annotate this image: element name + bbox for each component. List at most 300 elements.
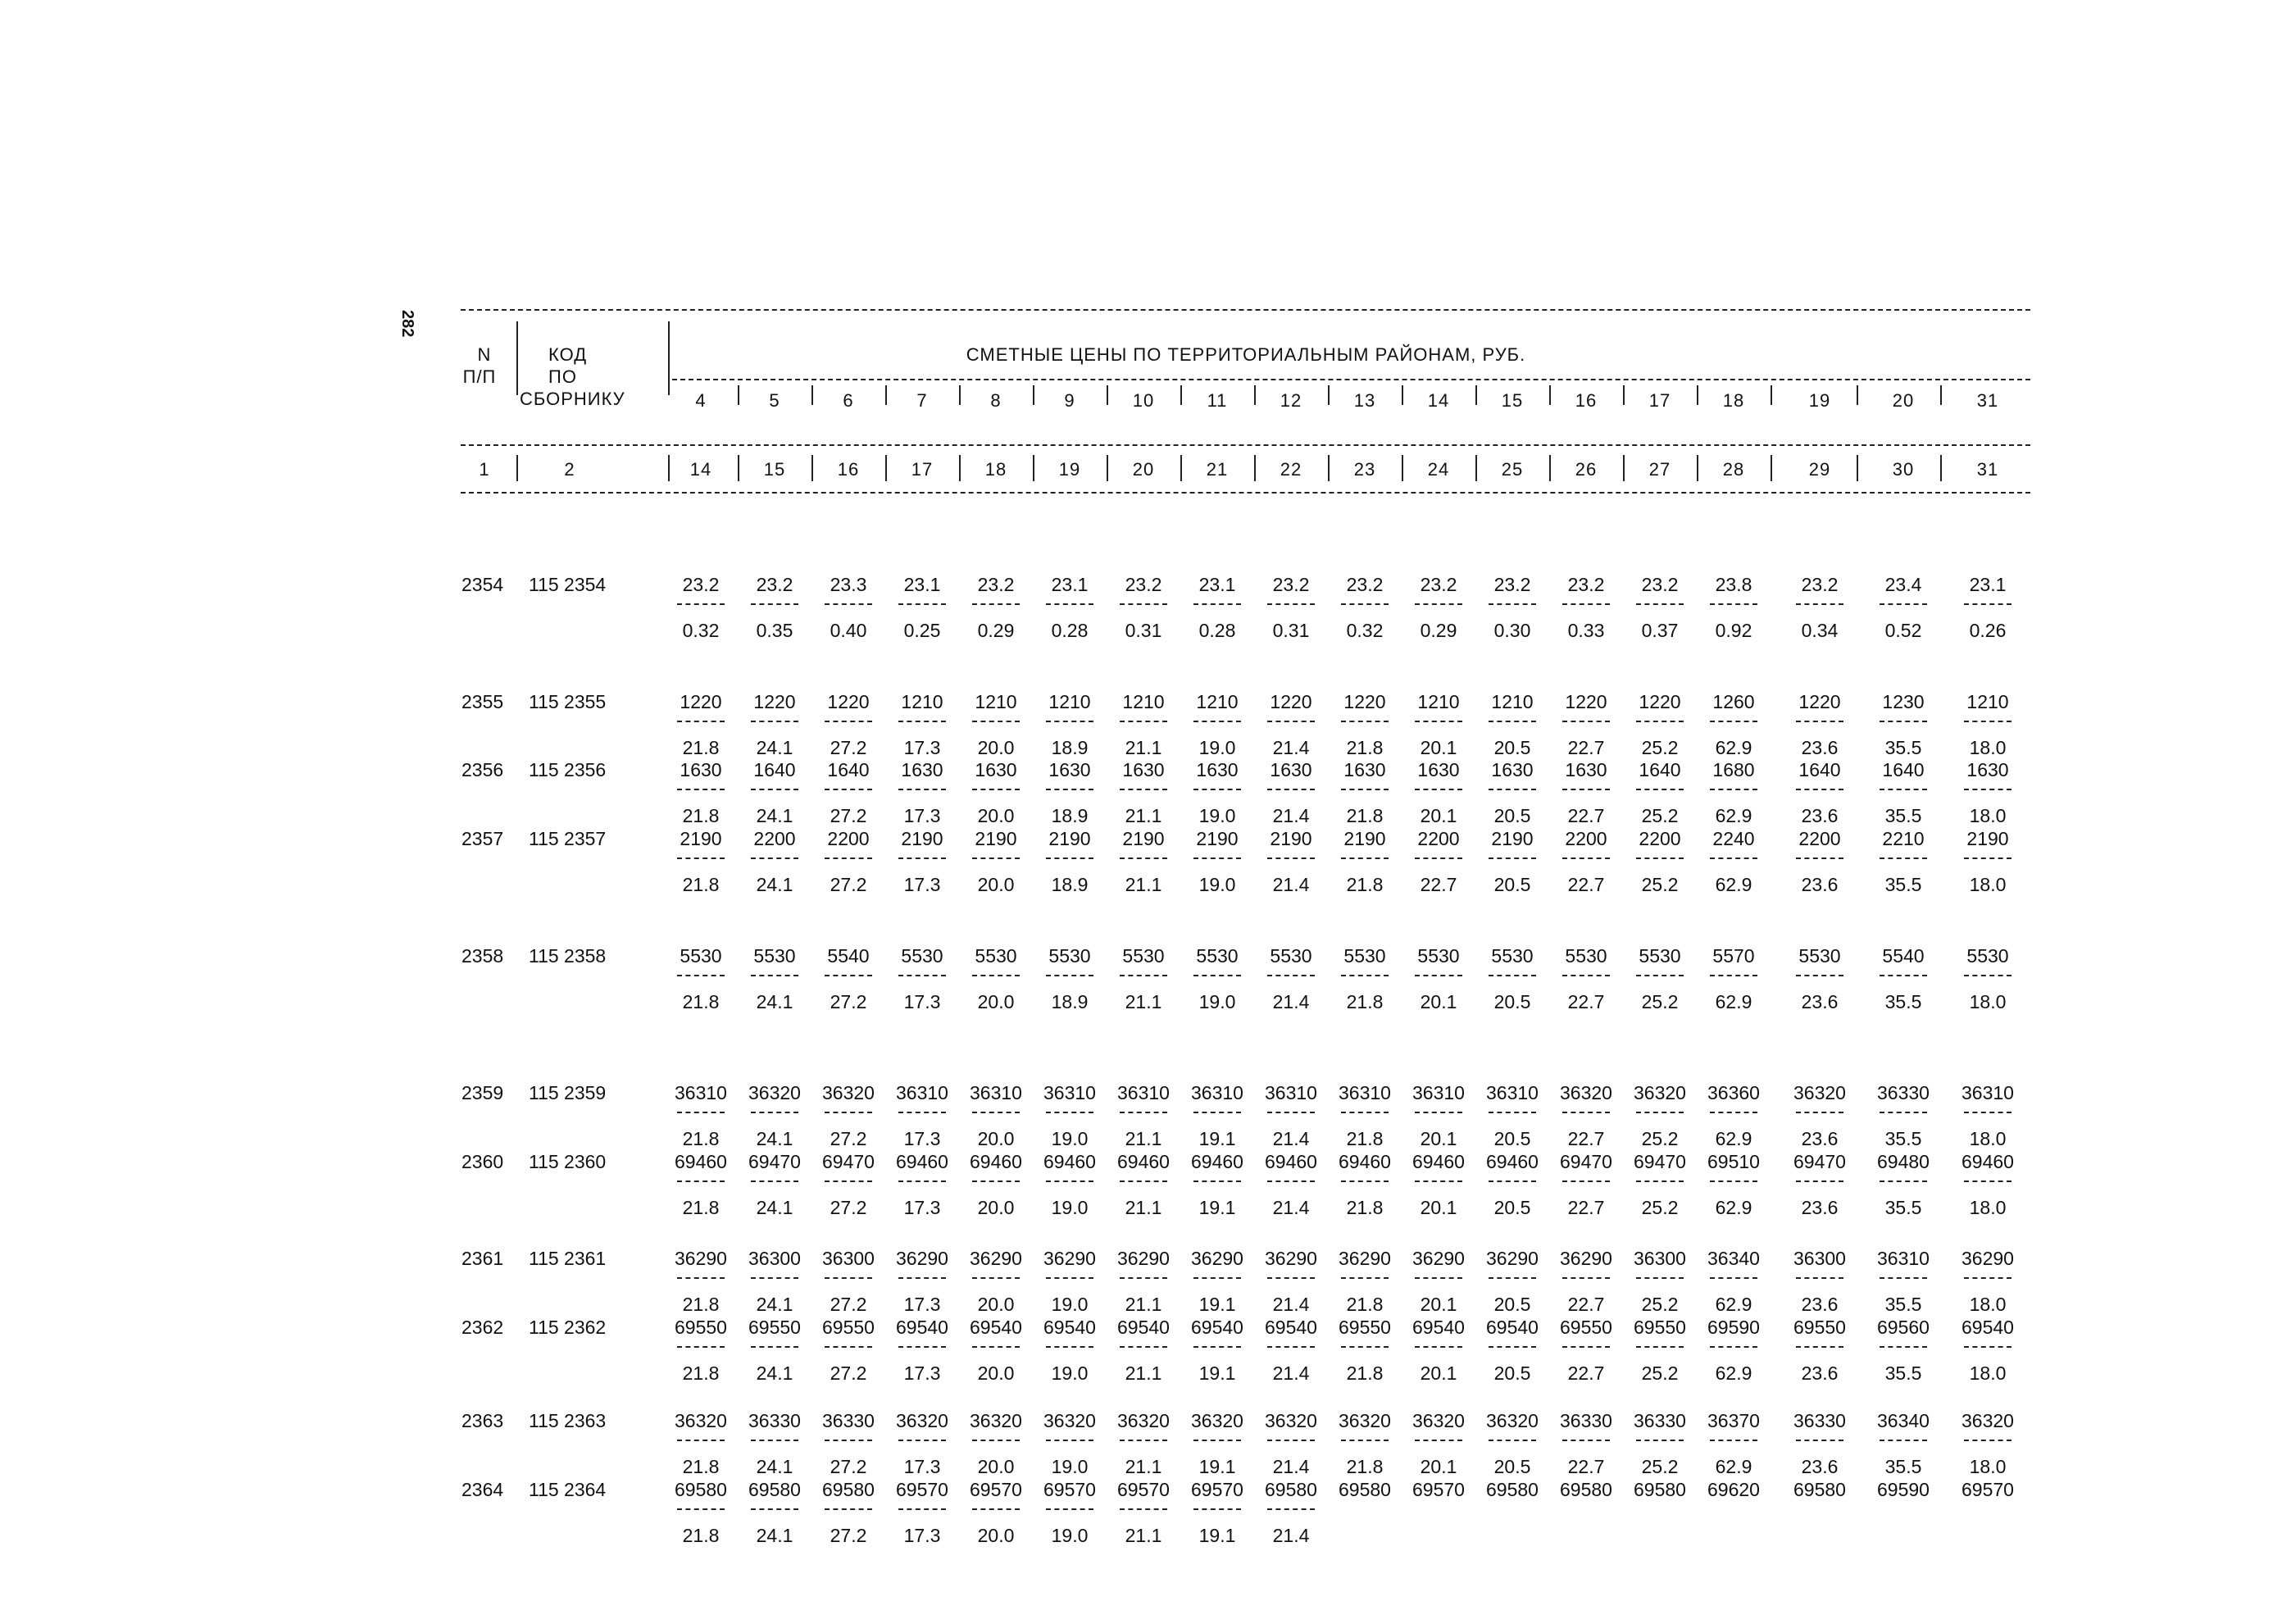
- fraction-bar: [1415, 721, 1462, 722]
- fraction-bar: [1120, 857, 1167, 859]
- sub-value: 17.3: [903, 1456, 941, 1477]
- price-value: 36300: [1793, 1248, 1846, 1269]
- price-value: 1220: [753, 691, 796, 712]
- price-value: 1220: [1639, 691, 1681, 712]
- price-value: 36320: [675, 1410, 727, 1431]
- price-value: 2190: [1196, 828, 1239, 849]
- sub-value: 23.6: [1801, 737, 1839, 758]
- price-value: 69460: [896, 1151, 948, 1172]
- price-value: 69580: [748, 1479, 801, 1500]
- column-divider: [959, 455, 961, 481]
- sub-value: 24.1: [756, 991, 793, 1012]
- fraction-bar: [898, 1440, 946, 1441]
- fraction-bar: [751, 1277, 798, 1279]
- sub-value: 0.29: [1420, 620, 1457, 641]
- price-value: 2190: [975, 828, 1017, 849]
- column-divider: [1623, 385, 1625, 405]
- sub-value: 19.1: [1198, 1362, 1236, 1384]
- fraction-bar: [1193, 1508, 1241, 1510]
- price-value: 2200: [1798, 828, 1841, 849]
- price-value: 1630: [1966, 759, 2009, 780]
- sub-value: 23.6: [1801, 991, 1839, 1012]
- fraction-bar: [1710, 857, 1757, 859]
- fraction-bar: [1880, 721, 1927, 722]
- sub-value: 22.7: [1567, 805, 1605, 826]
- sub-value: 17.3: [903, 805, 941, 826]
- sub-value: 21.8: [682, 1525, 720, 1546]
- fraction-bar: [1880, 1180, 1927, 1182]
- row-number: 2362: [461, 1317, 504, 1338]
- fraction-bar: [1489, 1112, 1536, 1113]
- price-value: 36320: [1560, 1082, 1612, 1103]
- sub-value: 25.2: [1641, 1456, 1679, 1477]
- fraction-bar: [1710, 1112, 1757, 1113]
- column-divider: [1107, 455, 1108, 481]
- sub-value: 17.3: [903, 1197, 941, 1218]
- fraction-bar: [825, 857, 872, 859]
- fraction-bar: [1796, 1277, 1843, 1279]
- price-value: 69550: [748, 1317, 801, 1338]
- sub-value: 20.5: [1493, 1362, 1531, 1384]
- price-value: 69540: [970, 1317, 1022, 1338]
- sub-value: 18.9: [1051, 874, 1089, 895]
- column-divider: [1940, 385, 1942, 405]
- fraction-bar: [1562, 1277, 1610, 1279]
- fraction-bar: [1120, 1440, 1167, 1441]
- fraction-bar: [972, 1508, 1020, 1510]
- fraction-bar: [972, 1277, 1020, 1279]
- price-value: 23.2: [1567, 574, 1605, 595]
- price-value: 1210: [1417, 691, 1460, 712]
- fraction-bar: [1341, 1277, 1389, 1279]
- sub-value: 35.5: [1884, 1128, 1922, 1149]
- fraction-bar: [1415, 789, 1462, 790]
- fraction-bar: [1636, 1180, 1684, 1182]
- fraction-bar: [1120, 1508, 1167, 1510]
- sub-value: 35.5: [1884, 874, 1922, 895]
- price-value: 1210: [901, 691, 943, 712]
- sub-value: 20.5: [1493, 737, 1531, 758]
- sub-value: 0.32: [682, 620, 720, 641]
- price-value: 5530: [1122, 945, 1165, 967]
- row-code: 115 2363: [529, 1410, 607, 1431]
- row-number: 2360: [461, 1151, 504, 1172]
- sub-value: 17.3: [903, 1525, 941, 1546]
- row-code: 115 2354: [529, 574, 607, 595]
- fraction-bar: [1193, 857, 1241, 859]
- code-label-2: ПО: [548, 366, 577, 387]
- price-value: 36310: [970, 1082, 1022, 1103]
- fraction-bar: [1046, 857, 1093, 859]
- sub-value: 62.9: [1715, 991, 1752, 1012]
- column-divider: [1402, 455, 1403, 481]
- fraction-bar: [1880, 603, 1927, 605]
- fraction-bar: [898, 1508, 946, 1510]
- sub-value: 17.3: [903, 737, 941, 758]
- fraction-bar: [1636, 603, 1684, 605]
- fraction-bar: [1562, 857, 1610, 859]
- sub-value: 20.5: [1493, 874, 1531, 895]
- row-code: 115 2361: [529, 1248, 607, 1269]
- sub-value: 25.2: [1641, 1294, 1679, 1315]
- price-value: 1630: [1196, 759, 1239, 780]
- sub-value: 21.1: [1125, 1197, 1162, 1218]
- price-value: 2190: [1270, 828, 1312, 849]
- price-value: 69580: [1486, 1479, 1539, 1500]
- fraction-bar: [1562, 603, 1610, 605]
- district-header: 18: [1722, 390, 1745, 411]
- price-value: 36310: [1877, 1248, 1930, 1269]
- fraction-bar: [1046, 1112, 1093, 1113]
- fraction-bar: [1489, 603, 1536, 605]
- fraction-bar: [1964, 789, 2012, 790]
- price-value: 69550: [1793, 1317, 1846, 1338]
- sub-value: 20.1: [1420, 1362, 1457, 1384]
- price-value: 36320: [1043, 1410, 1096, 1431]
- sub-value: 20.1: [1420, 1456, 1457, 1477]
- fraction-bar: [1193, 721, 1241, 722]
- sub-value: 62.9: [1715, 1197, 1752, 1218]
- price-value: 36330: [1877, 1082, 1930, 1103]
- fraction-bar: [1120, 789, 1167, 790]
- row-number: 2364: [461, 1479, 504, 1500]
- price-value: 2190: [680, 828, 722, 849]
- fraction-bar: [751, 1180, 798, 1182]
- sub-value: 21.8: [682, 1294, 720, 1315]
- column-number: 16: [837, 459, 860, 480]
- sub-value: 35.5: [1884, 805, 1922, 826]
- fraction-bar: [1267, 1508, 1315, 1510]
- row-code: 115 2357: [529, 828, 607, 849]
- sub-value: 18.0: [1969, 737, 2007, 758]
- price-value: 69460: [1117, 1151, 1170, 1172]
- fraction-bar: [1415, 1180, 1462, 1182]
- sub-value: 25.2: [1641, 1362, 1679, 1384]
- fraction-bar: [1267, 603, 1315, 605]
- sub-value: 21.8: [1346, 1456, 1384, 1477]
- price-value: 5530: [680, 945, 722, 967]
- column-number: 30: [1892, 459, 1915, 480]
- column-divider: [1475, 385, 1477, 405]
- sub-value: 0.34: [1801, 620, 1839, 641]
- fraction-bar: [1796, 1180, 1843, 1182]
- price-value: 69560: [1877, 1317, 1930, 1338]
- fraction-bar: [1880, 789, 1927, 790]
- price-value: 36290: [896, 1248, 948, 1269]
- fraction-bar: [751, 975, 798, 976]
- sub-value: 18.0: [1969, 1128, 2007, 1149]
- price-value: 69480: [1877, 1151, 1930, 1172]
- fraction-bar: [1046, 1440, 1093, 1441]
- column-divider: [1549, 385, 1551, 405]
- fraction-bar: [1489, 857, 1536, 859]
- price-value: 36310: [1486, 1082, 1539, 1103]
- fraction-bar: [1796, 975, 1843, 976]
- sub-value: 18.0: [1969, 1456, 2007, 1477]
- fraction-bar: [1489, 789, 1536, 790]
- price-value: 1640: [827, 759, 870, 780]
- row-code: 115 2356: [529, 759, 607, 780]
- fraction-bar: [1796, 857, 1843, 859]
- fraction-bar: [1415, 603, 1462, 605]
- sub-value: 21.4: [1272, 1128, 1310, 1149]
- fraction-bar: [1415, 1112, 1462, 1113]
- price-value: 69550: [1634, 1317, 1686, 1338]
- fraction-bar: [751, 1112, 798, 1113]
- fraction-bar: [1562, 721, 1610, 722]
- fraction-bar: [1880, 1277, 1927, 1279]
- fraction-bar: [1415, 857, 1462, 859]
- sub-value: 17.3: [903, 991, 941, 1012]
- fraction-bar: [1267, 975, 1315, 976]
- price-value: 2210: [1882, 828, 1925, 849]
- fraction-bar: [1489, 975, 1536, 976]
- column-divider: [1254, 455, 1256, 481]
- fraction-bar: [1046, 1180, 1093, 1182]
- column-number: 27: [1648, 459, 1671, 480]
- fraction-bar: [1193, 1440, 1241, 1441]
- price-value: 36290: [1560, 1248, 1612, 1269]
- price-value: 1210: [1966, 691, 2009, 712]
- price-value: 36330: [822, 1410, 875, 1431]
- column-divider: [1857, 385, 1858, 405]
- price-value: 36320: [1634, 1082, 1686, 1103]
- fraction-bar: [1636, 721, 1684, 722]
- fraction-bar: [677, 975, 725, 976]
- fraction-bar: [677, 1508, 725, 1510]
- price-value: 23.2: [1272, 574, 1310, 595]
- fraction-bar: [825, 1277, 872, 1279]
- sub-value: 0.92: [1715, 620, 1752, 641]
- fraction-bar: [1341, 1346, 1389, 1348]
- sub-value: 0.32: [1346, 620, 1384, 641]
- sub-value: 21.8: [1346, 805, 1384, 826]
- sub-value: 19.0: [1051, 1525, 1089, 1546]
- sub-value: 21.1: [1125, 1362, 1162, 1384]
- district-header: 20: [1892, 390, 1915, 411]
- price-value: 69580: [675, 1479, 727, 1500]
- sub-value: 24.1: [756, 874, 793, 895]
- price-value: 69570: [1412, 1479, 1465, 1500]
- fraction-bar: [825, 1346, 872, 1348]
- price-value: 69580: [1339, 1479, 1391, 1500]
- fraction-bar: [825, 1180, 872, 1182]
- fraction-bar: [1636, 857, 1684, 859]
- price-value: 2190: [1966, 828, 2009, 849]
- price-value: 2200: [1639, 828, 1681, 849]
- fraction-bar: [677, 1180, 725, 1182]
- price-value: 36360: [1707, 1082, 1760, 1103]
- fraction-bar: [972, 721, 1020, 722]
- sub-value: 27.2: [830, 1525, 867, 1546]
- fraction-bar: [972, 857, 1020, 859]
- price-value: 36290: [1117, 1248, 1170, 1269]
- fraction-bar: [1880, 857, 1927, 859]
- price-value: 5530: [1798, 945, 1841, 967]
- column-divider: [1180, 385, 1182, 405]
- fraction-bar: [751, 603, 798, 605]
- price-value: 69590: [1877, 1479, 1930, 1500]
- fraction-bar: [1267, 721, 1315, 722]
- sub-value: 35.5: [1884, 737, 1922, 758]
- price-value: 1210: [1491, 691, 1534, 712]
- price-value: 69570: [1117, 1479, 1170, 1500]
- column-divider: [1254, 385, 1256, 405]
- sub-value: 21.8: [682, 874, 720, 895]
- fraction-bar: [972, 1112, 1020, 1113]
- sub-value: 21.4: [1272, 1294, 1310, 1315]
- sub-value: 24.1: [756, 1362, 793, 1384]
- column-divider: [885, 385, 887, 405]
- fraction-bar: [1710, 1277, 1757, 1279]
- sub-value: 62.9: [1715, 1362, 1752, 1384]
- row-code: 115 2360: [529, 1151, 607, 1172]
- header-divider: [516, 321, 518, 395]
- sub-value: 20.0: [977, 1197, 1015, 1218]
- fraction-bar: [1880, 1112, 1927, 1113]
- sub-value: 20.0: [977, 737, 1015, 758]
- sub-value: 23.6: [1801, 1294, 1839, 1315]
- sub-value: 21.4: [1272, 874, 1310, 895]
- price-value: 69460: [1412, 1151, 1465, 1172]
- fraction-bar: [1880, 1346, 1927, 1348]
- sub-value: 20.5: [1493, 1294, 1531, 1315]
- price-value: 1630: [1122, 759, 1165, 780]
- price-value: 36290: [675, 1248, 727, 1269]
- price-value: 5530: [1565, 945, 1607, 967]
- sub-value: 20.5: [1493, 1197, 1531, 1218]
- sub-value: 20.5: [1493, 805, 1531, 826]
- sub-value: 35.5: [1884, 1362, 1922, 1384]
- fraction-bar: [1415, 1440, 1462, 1441]
- column-number: 22: [1280, 459, 1302, 480]
- fraction-bar: [1267, 857, 1315, 859]
- fraction-bar: [898, 1277, 946, 1279]
- price-value: 69550: [822, 1317, 875, 1338]
- fraction-bar: [1636, 1440, 1684, 1441]
- fraction-bar: [1341, 1112, 1389, 1113]
- column-number: 14: [689, 459, 712, 480]
- column-divider: [1549, 455, 1551, 481]
- price-value: 1640: [1798, 759, 1841, 780]
- sub-value: 21.1: [1125, 1128, 1162, 1149]
- sub-value: 20.0: [977, 1362, 1015, 1384]
- price-value: 69580: [822, 1479, 875, 1500]
- price-value: 23.2: [1346, 574, 1384, 595]
- district-header: 11: [1207, 390, 1228, 411]
- fraction-bar: [1964, 721, 2012, 722]
- fraction-bar: [1796, 1112, 1843, 1113]
- fraction-bar: [1415, 975, 1462, 976]
- n-label-2: П/П: [462, 366, 497, 387]
- price-value: 36320: [748, 1082, 801, 1103]
- sub-value: 19.0: [1051, 1197, 1089, 1218]
- sub-value: 0.29: [977, 620, 1015, 641]
- price-value: 69470: [748, 1151, 801, 1172]
- fraction-bar: [1415, 1346, 1462, 1348]
- fraction-bar: [677, 1440, 725, 1441]
- price-value: 5530: [975, 945, 1017, 967]
- price-value: 23.2: [1641, 574, 1679, 595]
- price-value: 69550: [675, 1317, 727, 1338]
- price-value: 1630: [1270, 759, 1312, 780]
- sub-value: 19.0: [1051, 1362, 1089, 1384]
- row-number: 2356: [461, 759, 504, 780]
- code-label-3: СБОРНИКУ: [520, 389, 625, 409]
- price-value: 69550: [1339, 1317, 1391, 1338]
- table-title: СМЕТНЫЕ ЦЕНЫ ПО ТЕРРИТОРИАЛЬНЫМ РАЙОНАМ, РУБ.: [966, 344, 1526, 365]
- fraction-bar: [1046, 603, 1093, 605]
- price-value: 36320: [896, 1410, 948, 1431]
- sub-value: 21.8: [682, 1197, 720, 1218]
- price-value: 1630: [1417, 759, 1460, 780]
- price-value: 36340: [1877, 1410, 1930, 1431]
- price-value: 69570: [970, 1479, 1022, 1500]
- price-value: 1260: [1712, 691, 1755, 712]
- sub-value: 23.6: [1801, 1362, 1839, 1384]
- price-value: 36300: [1634, 1248, 1686, 1269]
- price-value: 36320: [1339, 1410, 1391, 1431]
- fraction-bar: [1710, 1180, 1757, 1182]
- fraction-bar: [1267, 1180, 1315, 1182]
- price-value: 5530: [1196, 945, 1239, 967]
- fraction-bar: [1636, 975, 1684, 976]
- sub-value: 21.4: [1272, 1362, 1310, 1384]
- sub-value: 19.1: [1198, 1294, 1236, 1315]
- sub-value: 25.2: [1641, 1197, 1679, 1218]
- price-value: 23.3: [830, 574, 867, 595]
- price-value: 69570: [896, 1479, 948, 1500]
- price-value: 1630: [1565, 759, 1607, 780]
- fraction-bar: [677, 603, 725, 605]
- sub-value: 35.5: [1884, 991, 1922, 1012]
- fraction-bar: [1120, 1277, 1167, 1279]
- fraction-bar: [825, 789, 872, 790]
- column-divider: [885, 455, 887, 481]
- column-number: 29: [1808, 459, 1831, 480]
- price-value: 69460: [1043, 1151, 1096, 1172]
- fraction-bar: [898, 1346, 946, 1348]
- sub-value: 21.8: [1346, 737, 1384, 758]
- sub-value: 0.31: [1272, 620, 1310, 641]
- fraction-bar: [898, 789, 946, 790]
- price-value: 69570: [1043, 1479, 1096, 1500]
- sub-value: 20.0: [977, 874, 1015, 895]
- sub-value: 0.28: [1051, 620, 1089, 641]
- sub-value: 21.1: [1125, 874, 1162, 895]
- fraction-bar: [1341, 975, 1389, 976]
- column-number: 31: [1976, 459, 1999, 480]
- fraction-bar: [751, 721, 798, 722]
- sub-value: 62.9: [1715, 737, 1752, 758]
- column-divider: [959, 385, 961, 405]
- row-number: 2359: [461, 1082, 504, 1103]
- fraction-bar: [1636, 1346, 1684, 1348]
- column-number: 15: [763, 459, 786, 480]
- price-value: 1630: [1048, 759, 1091, 780]
- sub-value: 18.0: [1969, 805, 2007, 826]
- price-value: 36320: [1486, 1410, 1539, 1431]
- fraction-bar: [825, 1112, 872, 1113]
- sub-value: 21.8: [1346, 1128, 1384, 1149]
- district-header: 4: [695, 390, 707, 411]
- price-value: 1630: [680, 759, 722, 780]
- sub-value: 21.8: [1346, 1294, 1384, 1315]
- district-header: 17: [1648, 390, 1671, 411]
- price-value: 1640: [753, 759, 796, 780]
- fraction-bar: [1120, 975, 1167, 976]
- price-value: 69470: [1634, 1151, 1686, 1172]
